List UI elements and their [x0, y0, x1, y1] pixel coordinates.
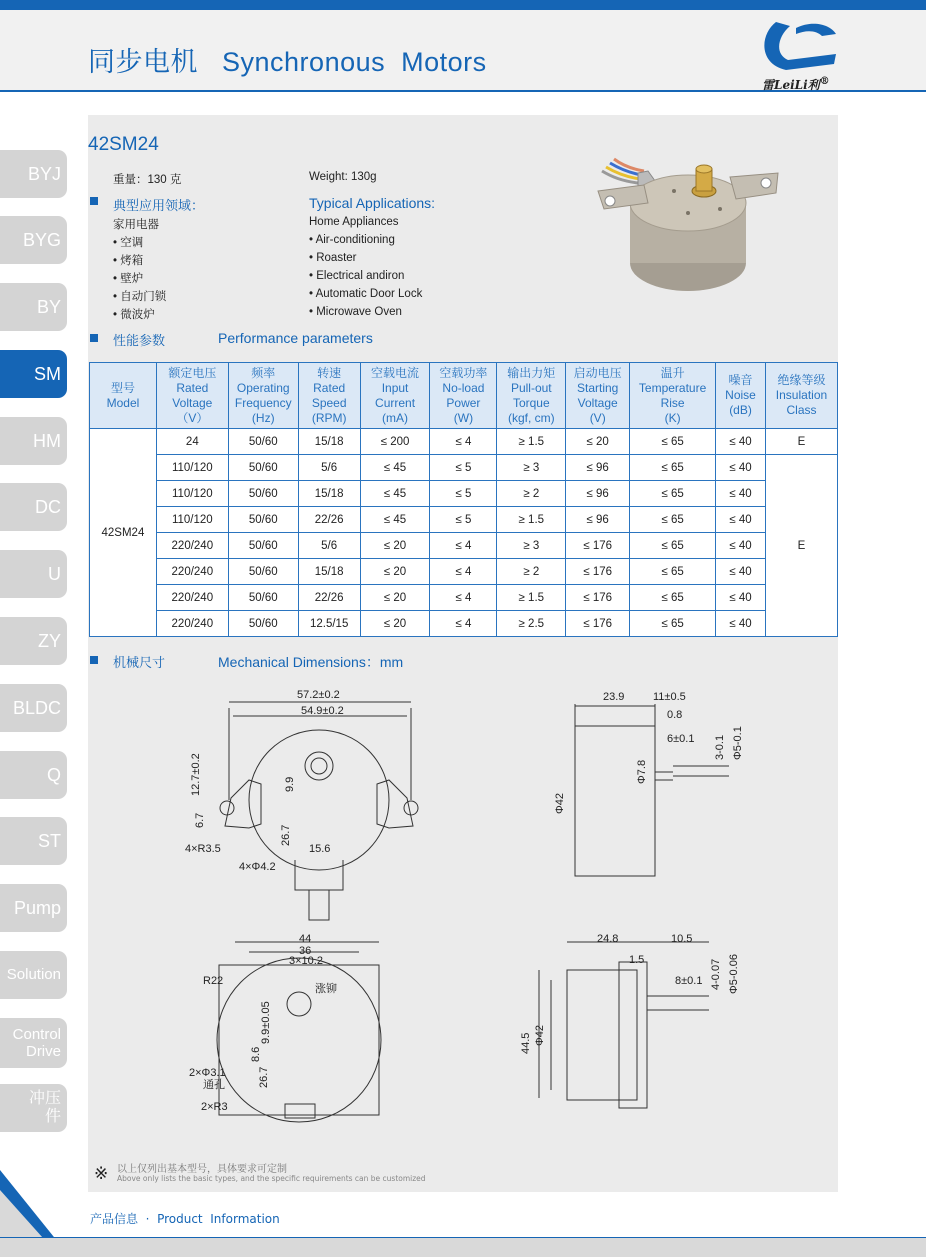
category-cn: 家用电器	[113, 219, 159, 231]
dimension-label: 涨铆	[315, 983, 337, 995]
table-cell: ≥ 3	[497, 533, 566, 559]
sidebar-item-u[interactable]: U	[0, 550, 67, 598]
table-cell: 110/120	[156, 507, 228, 533]
table-cell: ≤ 45	[360, 481, 430, 507]
table-cell: 220/240	[156, 611, 228, 637]
sidebar-item-control-drive[interactable]: Control Drive	[0, 1018, 67, 1068]
table-cell: ≤ 65	[630, 533, 716, 559]
table-row	[90, 585, 838, 611]
category-en: Home Appliances	[309, 216, 399, 228]
dimension-label: 6±0.1	[667, 733, 695, 745]
table-cell: 50/60	[228, 611, 298, 637]
page-title-en: Synchronous Motors	[222, 47, 487, 77]
table-cell: ≤ 4	[430, 611, 497, 637]
dimension-label: Φ42	[534, 1024, 546, 1046]
table-row	[90, 507, 838, 533]
app-en-item: • Electrical andiron	[309, 270, 405, 282]
dimension-label: 8±0.1	[675, 975, 703, 987]
weight-en: Weight: 130g	[309, 171, 377, 183]
app-cn-item: • 空调	[113, 237, 144, 249]
column-header: 空载功率 No-load Power (W)	[430, 363, 497, 429]
dimension-label: 3-0.1	[714, 734, 726, 760]
logo-wordmark-text: 雷LeiLi利	[762, 78, 820, 92]
mechanical-title-cn: 机械尺寸	[113, 655, 166, 670]
table-cell: ≥ 2	[497, 481, 566, 507]
table-cell: ≤ 65	[630, 507, 716, 533]
table-row	[90, 455, 838, 481]
dimension-label: 36	[299, 945, 312, 957]
motor-photo	[592, 155, 780, 305]
table-cell: ≥ 2.5	[497, 611, 566, 637]
table-cell: ≤ 4	[430, 585, 497, 611]
dimension-label: 24.8	[597, 933, 619, 945]
table-cell: ≤ 45	[360, 507, 430, 533]
dimension-label: 9.9±0.05	[260, 1001, 272, 1044]
table-cell: 15/18	[298, 429, 360, 455]
dimension-label: 12.7±0.2	[190, 753, 202, 796]
table-cell: ≤ 65	[630, 611, 716, 637]
sidebar-item-hm[interactable]: HM	[0, 417, 67, 465]
sidebar-item-q[interactable]: Q	[0, 751, 67, 799]
table-cell: ≤ 20	[360, 585, 430, 611]
dimension-label: 26.7	[280, 824, 292, 846]
applications-en-title: Typical Applications:	[309, 195, 436, 211]
table-cell: ≤ 176	[566, 559, 630, 585]
sidebar-item-pump[interactable]: Pump	[0, 884, 67, 932]
footer-note-cn: 以上仅列出基本型号，具体要求可定制	[117, 1164, 287, 1175]
weight-cn: 重量：130 克	[113, 174, 182, 186]
table-cell: ≤ 4	[430, 559, 497, 585]
table-cell: ≤ 4	[430, 533, 497, 559]
sidebar-item-zy[interactable]: ZY	[0, 617, 67, 665]
sidebar-item-by[interactable]: BY	[0, 283, 67, 331]
mechanical-title-en: Mechanical Dimensions：mm	[218, 654, 404, 670]
dimension-label: Φ42	[554, 792, 566, 814]
model-title: 42SM24	[88, 134, 159, 155]
dimension-label: Φ5-0.06	[728, 954, 740, 994]
table-row	[90, 533, 838, 559]
table-cell: ≤ 176	[566, 585, 630, 611]
column-header: 绝缘等级 Insulation Class	[765, 363, 837, 429]
performance-title-en: Performance parameters	[218, 330, 373, 346]
table-cell: ≤ 20	[360, 559, 430, 585]
dimension-label: Φ5-0.1	[732, 726, 744, 760]
table-cell: ≤ 40	[716, 611, 766, 637]
table-cell: ≤ 96	[566, 481, 630, 507]
column-header: 额定电压 Rated Voltage （V）	[156, 363, 228, 429]
dimension-label: 11±0.5	[653, 691, 686, 703]
column-header: 温升 Temperature Rise (K)	[630, 363, 716, 429]
sidebar-item-st[interactable]: ST	[0, 817, 67, 865]
column-header: 噪音 Noise (dB)	[716, 363, 766, 429]
dimension-label: Φ7.8	[636, 759, 648, 784]
app-en-item: • Roaster	[309, 252, 357, 264]
bullet-square-icon	[90, 656, 98, 664]
app-cn-item: • 烤箱	[113, 255, 144, 267]
table-cell: ≤ 176	[566, 533, 630, 559]
dimension-label: 54.9±0.2	[301, 705, 344, 717]
sidebar-item-bldc[interactable]: BLDC	[0, 684, 67, 732]
table-row	[90, 481, 838, 507]
sidebar-item-dc[interactable]: DC	[0, 483, 67, 531]
table-header-row	[90, 363, 838, 429]
table-cell: 220/240	[156, 585, 228, 611]
table-cell: 220/240	[156, 559, 228, 585]
performance-title-cn: 性能参数	[113, 333, 166, 348]
app-en-item: • Microwave Oven	[309, 306, 402, 318]
table-cell: ≤ 20	[360, 533, 430, 559]
table-cell: 12.5/15	[298, 611, 360, 637]
page-header	[0, 10, 926, 92]
table-cell: ≤ 200	[360, 429, 430, 455]
table-cell: ≤ 5	[430, 481, 497, 507]
table-cell: ≤ 96	[566, 455, 630, 481]
dimension-label: 44	[299, 933, 312, 945]
bullet-square-icon	[90, 334, 98, 342]
table-cell: ≤ 65	[630, 455, 716, 481]
table-cell: ≤ 40	[716, 481, 766, 507]
table-cell: ≤ 176	[566, 611, 630, 637]
table-cell: ≤ 40	[716, 507, 766, 533]
asterisk-note-icon: ※	[94, 1164, 109, 1184]
product-information-link[interactable]: 产品信息 · Product Information	[90, 1212, 280, 1226]
dimension-label: 6.7	[194, 812, 206, 828]
dimension-label: 26.7	[258, 1066, 270, 1088]
dimension-label: 23.9	[603, 691, 625, 703]
table-cell: 5/6	[298, 533, 360, 559]
table-cell: ≥ 2	[497, 559, 566, 585]
column-header: 空载电流 Input Current (mA)	[360, 363, 430, 429]
page-title-cn: 同步电机	[88, 47, 198, 77]
dimension-label: 15.6	[309, 843, 331, 855]
table-cell: 110/120	[156, 455, 228, 481]
bullet-square-icon	[90, 197, 98, 205]
app-cn-item: • 壁炉	[113, 273, 144, 285]
mechanical-drawing	[89, 680, 838, 1150]
table-cell: ≥ 3	[497, 455, 566, 481]
dimension-label: 4×Φ4.2	[239, 861, 276, 873]
table-cell: 50/60	[228, 559, 298, 585]
table-cell: ≤ 40	[716, 429, 766, 455]
table-cell: ≤ 96	[566, 507, 630, 533]
table-cell: 220/240	[156, 533, 228, 559]
sidebar-item-stamping[interactable]: 冲压件	[0, 1084, 67, 1132]
dimension-label: 8.6	[250, 1046, 262, 1062]
table-cell: 22/26	[298, 585, 360, 611]
column-header: 型号 Model	[90, 363, 157, 429]
table-cell: ≤ 40	[716, 533, 766, 559]
dimension-label: 0.8	[667, 709, 683, 721]
dimension-label: 2×R3	[201, 1101, 228, 1113]
table-cell: ≤ 65	[630, 559, 716, 585]
dimension-label: 3×10.2	[289, 955, 323, 967]
table-cell: 24	[156, 429, 228, 455]
column-header: 输出力矩 Pull-out Torque (kgf, cm)	[497, 363, 566, 429]
table-row	[90, 611, 838, 637]
top-accent-bar	[0, 0, 926, 10]
dimension-label: 10.5	[671, 933, 693, 945]
table-cell: ≥ 1.5	[497, 507, 566, 533]
table-cell: ≤ 40	[716, 559, 766, 585]
table-cell: 50/60	[228, 533, 298, 559]
dimension-label: 9.9	[284, 776, 296, 792]
table-cell: ≥ 1.5	[497, 429, 566, 455]
insulation-cell: E	[765, 455, 837, 637]
table-cell: 5/6	[298, 455, 360, 481]
table-cell: ≤ 40	[716, 585, 766, 611]
footer-note-en: Above only lists the basic types, and the specific requirements can be customized	[117, 1174, 426, 1183]
column-header: 转速 Rated Speed (RPM)	[298, 363, 360, 429]
bottom-bar	[0, 1238, 926, 1257]
app-cn-item: • 自动门锁	[113, 291, 167, 303]
sidebar-item-sm[interactable]: SM	[0, 350, 67, 398]
sidebar-item-solution[interactable]: Solution	[0, 951, 67, 999]
table-cell: ≤ 65	[630, 429, 716, 455]
dimension-label: 4-0.07	[710, 958, 722, 990]
table-cell: ≤ 5	[430, 455, 497, 481]
column-header: 频率 Operating Frequency (Hz)	[228, 363, 298, 429]
table-cell: ≤ 40	[716, 455, 766, 481]
dimension-label: 44.5	[520, 1032, 532, 1054]
table-cell: 50/60	[228, 585, 298, 611]
registered-mark: ®	[819, 76, 830, 87]
table-cell: 15/18	[298, 481, 360, 507]
page-title	[88, 40, 487, 79]
dimension-label: 通孔	[203, 1079, 225, 1091]
app-en-item: • Air-conditioning	[309, 234, 395, 246]
insulation-cell: E	[765, 429, 837, 455]
performance-table	[89, 362, 838, 637]
table-cell: 15/18	[298, 559, 360, 585]
table-cell: 50/60	[228, 455, 298, 481]
dimension-label: 57.2±0.2	[297, 689, 340, 701]
table-row	[90, 429, 838, 455]
dimension-label: 2×Φ3.1	[189, 1067, 226, 1079]
sidebar-item-byj[interactable]: BYJ	[0, 150, 67, 198]
applications-cn-title: 典型应用领域：	[113, 198, 205, 213]
column-header: 启动电压 Starting Voltage (V)	[566, 363, 630, 429]
table-cell: 50/60	[228, 481, 298, 507]
sidebar-item-byg[interactable]: BYG	[0, 216, 67, 264]
table-cell: ≤ 45	[360, 455, 430, 481]
table-cell: 110/120	[156, 481, 228, 507]
table-cell: 50/60	[228, 429, 298, 455]
table-cell: ≤ 5	[430, 507, 497, 533]
dimension-label: R22	[203, 975, 224, 987]
dimension-label: 4×R3.5	[185, 843, 221, 855]
dimension-label: 1.5	[629, 954, 645, 966]
logo-wordmark	[762, 76, 830, 93]
table-cell: ≤ 65	[630, 481, 716, 507]
table-cell: ≤ 20	[566, 429, 630, 455]
table-cell: ≤ 4	[430, 429, 497, 455]
table-cell: ≥ 1.5	[497, 585, 566, 611]
app-cn-item: • 微波炉	[113, 309, 155, 321]
table-row	[90, 559, 838, 585]
table-cell: ≤ 65	[630, 585, 716, 611]
app-en-item: • Automatic Door Lock	[309, 288, 423, 300]
table-cell: 22/26	[298, 507, 360, 533]
table-cell: 50/60	[228, 507, 298, 533]
table-cell: ≤ 20	[360, 611, 430, 637]
model-cell: 42SM24	[90, 429, 157, 637]
